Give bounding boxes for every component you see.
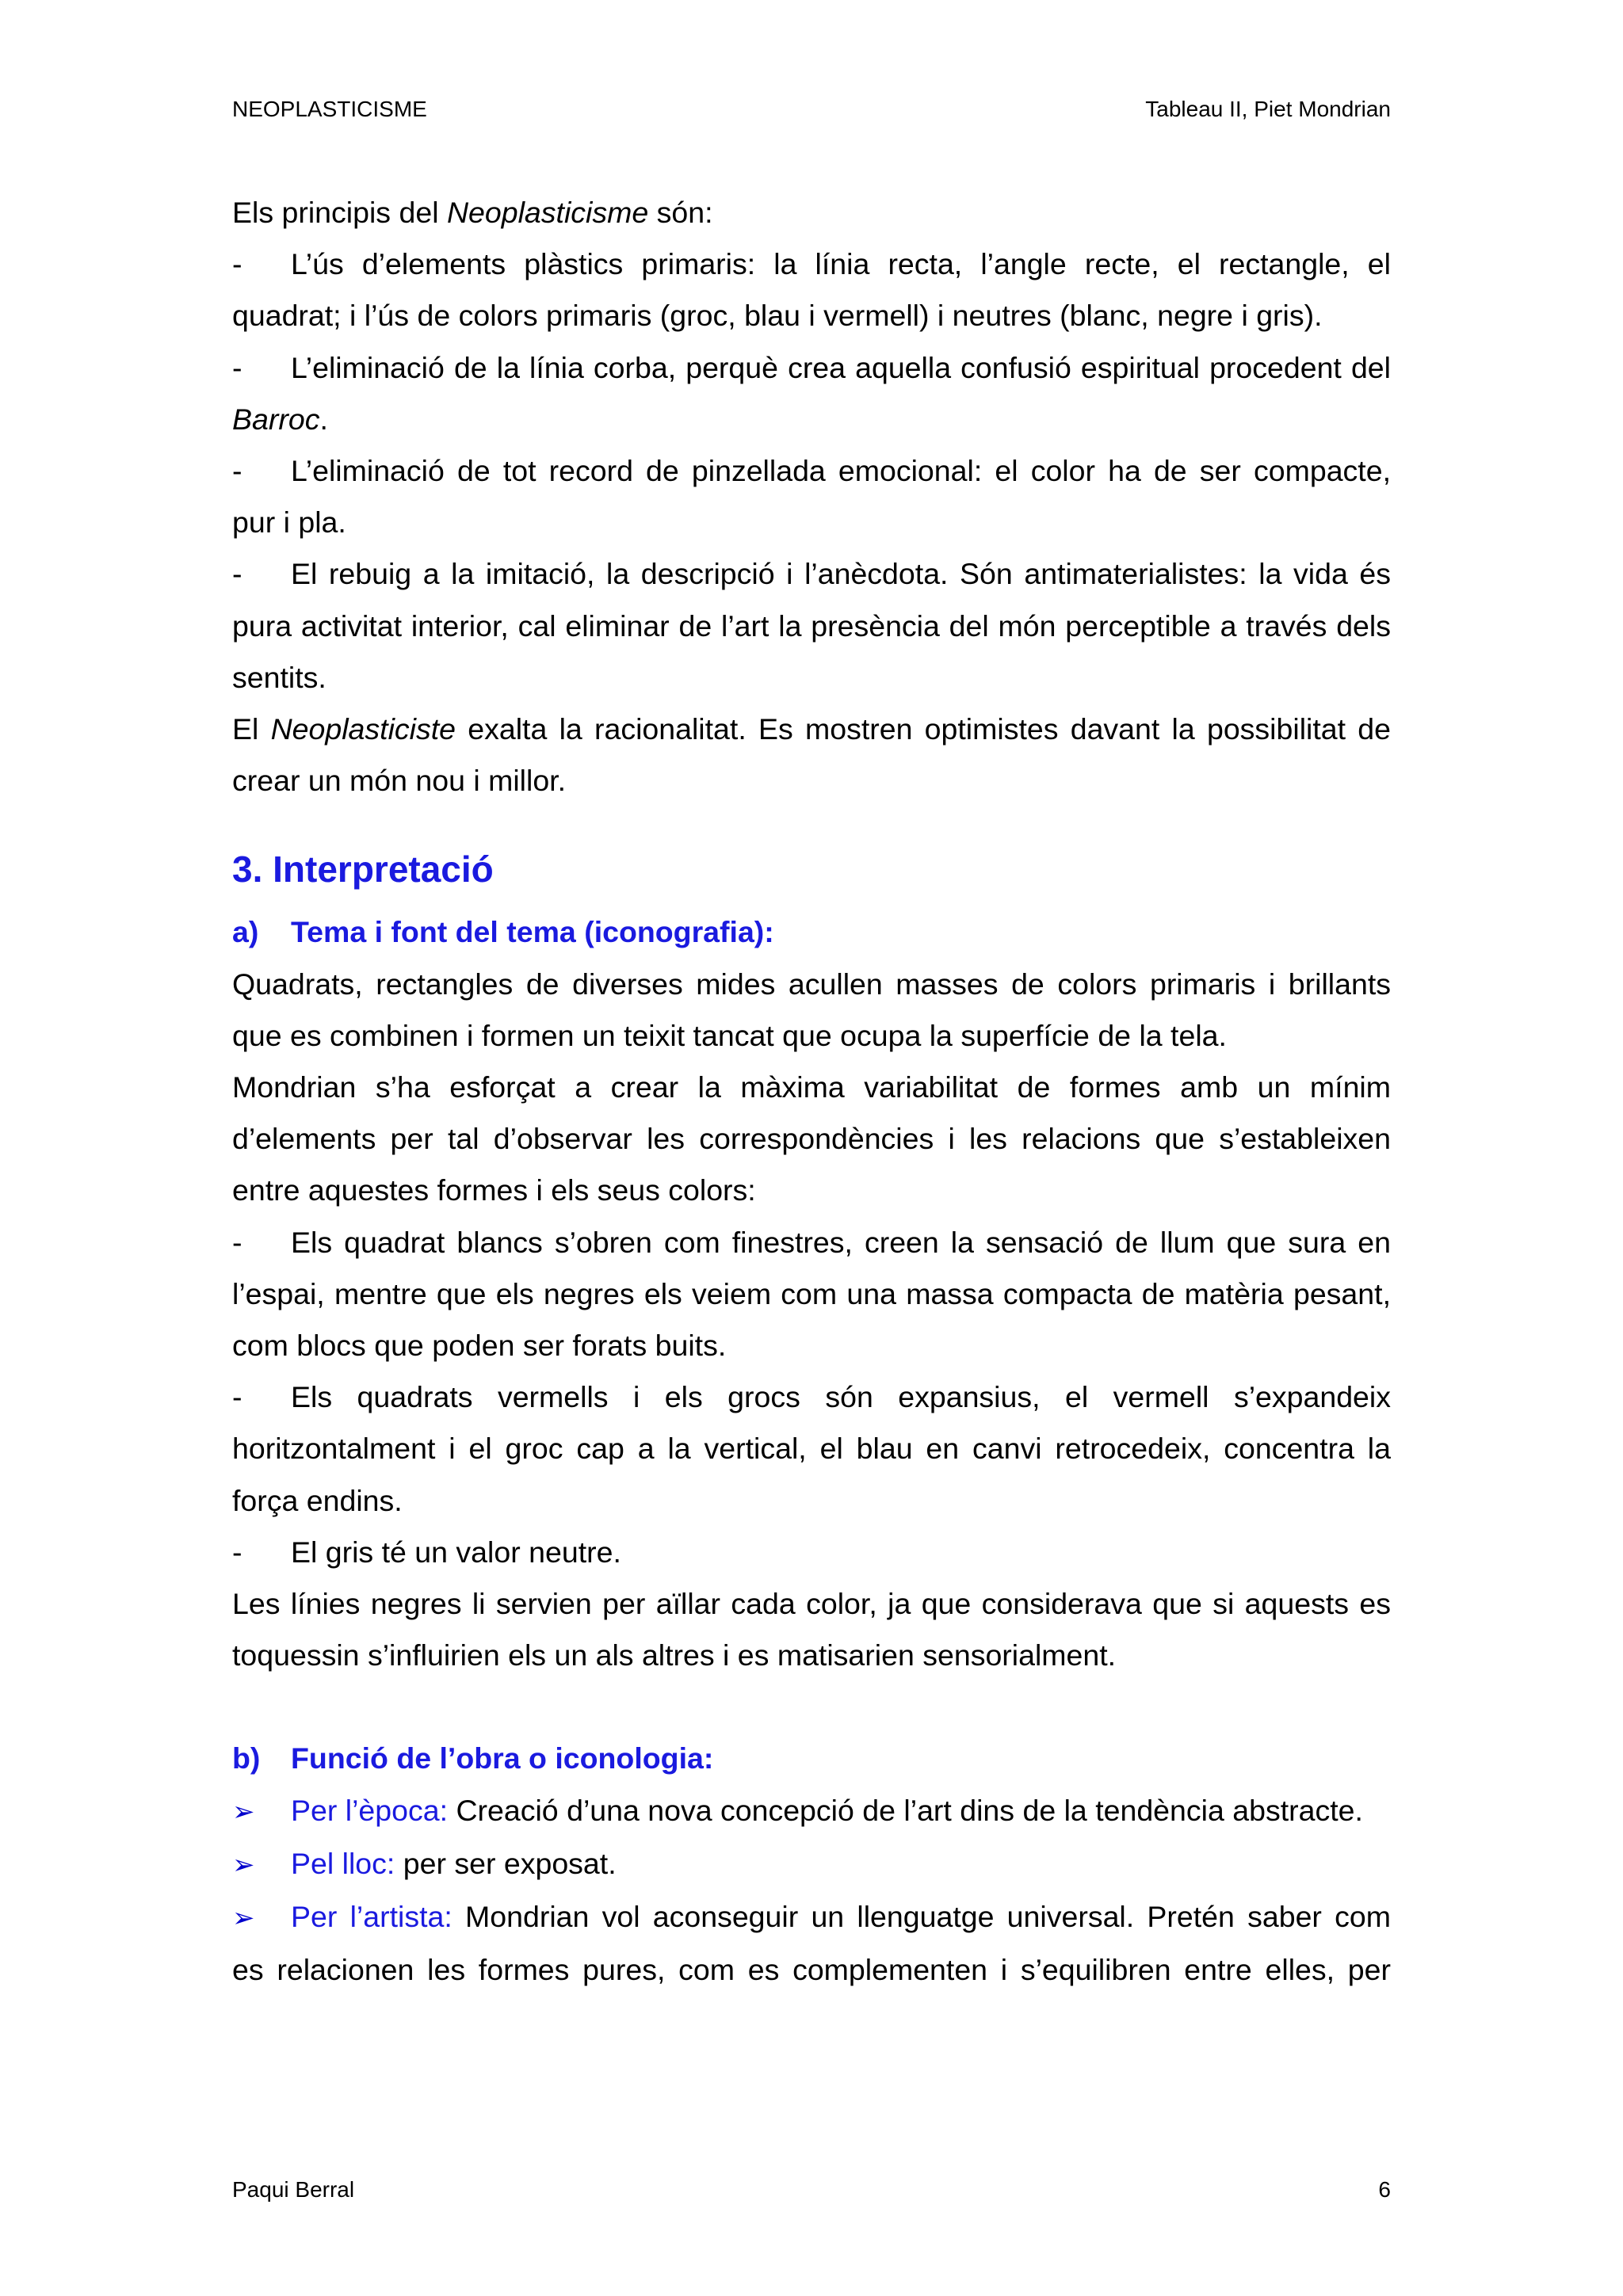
function-item	[232, 1785, 1391, 1838]
principle-text: quadrat; i l’ús de colors primaris (groc, blau i vermell) i neutres (blanc, negre i gris).	[232, 299, 1323, 333]
list-item	[232, 1371, 1391, 1527]
dash-bullet: -	[232, 557, 242, 591]
list-item	[232, 1527, 1391, 1578]
subsection-heading-a	[232, 906, 1391, 958]
paragraph-line: Quadrats, rectangles de diverses mides acullen masses de colors primaris i brillants	[232, 967, 1391, 1001]
running-footer	[232, 2176, 1391, 2204]
function-label: Per l’època:	[291, 1793, 449, 1827]
paragraph	[232, 1578, 1391, 1681]
dash-bullet: -	[232, 1535, 242, 1569]
subsection-heading-b	[232, 1733, 1391, 1784]
closing-text: crear un món nou i millor.	[232, 764, 567, 798]
arrow-bullet-icon: ➢	[232, 1796, 255, 1827]
function-label: Pel lloc:	[291, 1846, 395, 1880]
dash-bullet: -	[232, 1225, 242, 1259]
footer-author: Paqui Berral	[232, 2177, 355, 2202]
header-left: NEOPLASTICISME	[232, 97, 427, 121]
principle-text: L’ús d’elements plàstics primaris: la línia recta, l’angle recte, el rectangle, el	[291, 247, 1391, 281]
paragraph-line: d’elements per tal d’observar les correspondències i les relacions que s’estableixen	[232, 1122, 1391, 1156]
dash-bullet: -	[232, 247, 242, 281]
principle-text: L’eliminació de la línia corba, perquè crea aquella confusió espiritual procedent del	[291, 350, 1391, 384]
principle-text: .	[319, 402, 328, 436]
list-item	[232, 1217, 1391, 1372]
principle-text: pur i pla.	[232, 505, 346, 540]
function-item	[232, 1838, 1391, 1891]
principle-emphasis: Barroc	[232, 402, 320, 436]
principle-text: L’eliminació de tot record de pinzellada emocional: el color ha de ser compacte,	[291, 454, 1391, 488]
closing-emphasis: Neoplasticiste	[270, 712, 456, 746]
subsection-number: b)	[232, 1741, 261, 1775]
principle-item	[232, 238, 1391, 341]
dash-bullet: -	[232, 350, 242, 384]
principle-text: El rebuig a la imitació, la descripció i l’anècdota. Són antimaterialistes: la vida és	[291, 557, 1391, 591]
list-item-text: l’espai, mentre que els negres els veiem com una massa compacta de matèria pesant,	[232, 1276, 1391, 1310]
closing-text: El	[232, 712, 271, 746]
subsection-title: Funció de l’obra o iconologia:	[291, 1741, 714, 1775]
function-label: Per l’artista:	[291, 1900, 453, 1934]
function-text: Mondrian vol aconseguir un llenguatge universal. Pretén saber com	[452, 1900, 1391, 1934]
paragraph	[232, 959, 1391, 1062]
arrow-bullet-icon: ➢	[232, 1903, 255, 1934]
intro-text-end: són:	[648, 196, 713, 229]
section-heading: 3. Interpretació	[232, 849, 494, 891]
principle-text: pura activitat interior, cal eliminar de l’art la presència del món perceptible a través dels	[232, 608, 1391, 643]
subsection-number: a)	[232, 915, 259, 949]
list-item-text: horitzontalment i el groc cap a la vertical, el blau en canvi retrocedeix, concentra la	[232, 1432, 1391, 1466]
subsection-title: Tema i font del tema (iconografia):	[291, 915, 774, 949]
dash-bullet: -	[232, 454, 242, 488]
principle-item	[232, 445, 1391, 548]
spacer	[232, 1681, 1391, 1733]
list-item-text: força endins.	[232, 1483, 403, 1517]
paragraph-line: Les línies negres li servien per aïllar cada color, ja que considerava que si aquests es	[232, 1587, 1391, 1621]
intro-text: Els principis del	[232, 196, 447, 229]
list-item-text: Els quadrats vermells i els grocs són expansius, el vermell s’expandeix	[291, 1380, 1391, 1414]
paragraph-line: que es combinen i formen un teixit tancat que ocupa la superfície de la tela.	[232, 1018, 1227, 1052]
function-text: per ser exposat.	[395, 1846, 617, 1880]
arrow-bullet-icon: ➢	[232, 1849, 255, 1880]
body-text	[232, 187, 1391, 1997]
function-text: es relacionen les formes pures, com es complementen i s’equilibren entre elles, per	[232, 1953, 1391, 1987]
closing-text: exalta la racionalitat. Es mostren optimistes davant la possibilitat de	[456, 712, 1391, 746]
list-item-text: Els quadrat blancs s’obren com finestres, creen la sensació de llum que sura en	[291, 1225, 1391, 1259]
paragraph-line: toquessin s’influirien els un als altres i es matisarien sensorialment.	[232, 1638, 1117, 1672]
paragraph-line: Mondrian s’ha esforçat a crear la màxima variabilitat de formes amb un mínim	[232, 1070, 1391, 1104]
list-item-text: com blocs que poden ser forats buits.	[232, 1329, 727, 1363]
function-text: Creació d’una nova concepció de l’art dins de la tendència abstracte.	[448, 1793, 1363, 1827]
intro-line	[232, 187, 1391, 238]
closing-paragraph	[232, 704, 1391, 807]
list-item-text: El gris té un valor neutre.	[291, 1535, 621, 1569]
header-right: Tableau II, Piet Mondrian	[1145, 97, 1391, 121]
principle-text: sentits.	[232, 660, 327, 694]
page-number: 6	[1378, 2177, 1391, 2202]
principle-item	[232, 548, 1391, 704]
paragraph	[232, 1062, 1391, 1217]
function-item	[232, 1891, 1391, 1996]
principle-item	[232, 342, 1391, 445]
paragraph-line: entre aquestes formes i els seus colors:	[232, 1173, 756, 1207]
dash-bullet: -	[232, 1380, 242, 1414]
running-header	[232, 95, 1391, 124]
intro-emphasis: Neoplasticisme	[446, 196, 649, 229]
